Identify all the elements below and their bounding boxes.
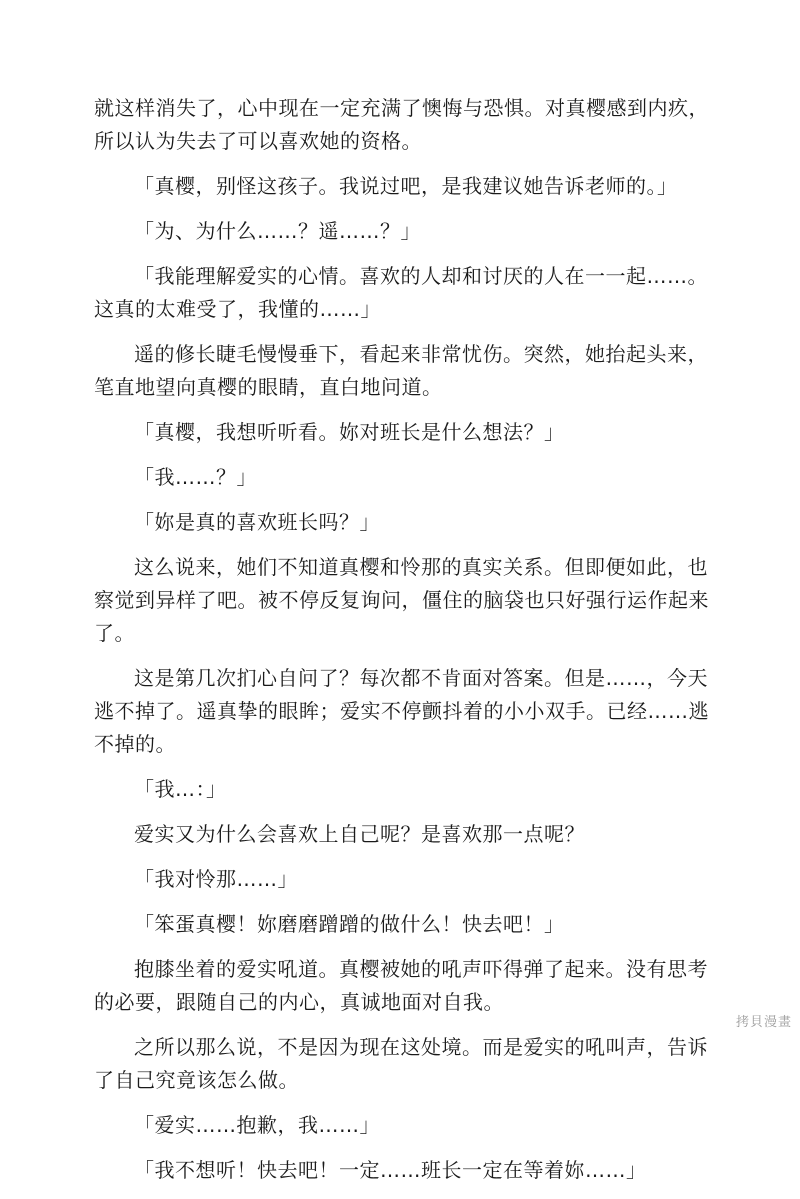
paragraph: 「真樱，别怪这孩子。我说过吧，是我建议她告诉老师的。」 xyxy=(134,174,678,198)
paragraph: 「真樱，我想听听看。妳对班长是什么想法？」 xyxy=(134,420,565,444)
paragraph: 爱实又为什么会喜欢上自己呢？是喜欢那一点呢？ xyxy=(134,822,585,846)
paragraph: 「我能理解爱实的心情。喜欢的人却和讨厌的人在一一起……。这真的太难受了，我懂的……」 xyxy=(94,264,708,321)
paragraph: 「为、为什么……？遥……？」 xyxy=(134,219,421,243)
paragraph: 抱膝坐着的爱实吼道。真樱被她的吼声吓得弹了起来。没有思考的必要，跟随自己的内心，真诚地面对自我。 xyxy=(94,957,708,1014)
paragraph: 「笨蛋真樱！妳磨磨蹭蹭的做什么！快去吧！」 xyxy=(134,912,565,936)
text-body xyxy=(94,92,724,1199)
watermark: 拷貝漫畫 xyxy=(735,1015,792,1030)
paragraph: 「我……？」 xyxy=(134,465,257,489)
paragraph: 这是第几次扪心自问了？每次都不肯面对答案。但是……，今天逃不掉了。遥真挚的眼眸；爱实不停颤抖着的小小双手。已经……逃不掉的。 xyxy=(94,666,709,756)
paragraph: 「我对怜那……」 xyxy=(134,867,298,891)
paragraph: 「我不想听！快去吧！一定……班长一定在等着妳……」 xyxy=(134,1158,647,1182)
paragraph: 「妳是真的喜欢班长吗？」 xyxy=(134,510,380,534)
paragraph: 「爱实……抱歉，我……」 xyxy=(134,1113,380,1137)
paragraph: 之所以那么说，不是因为现在这处境。而是爱实的吼叫声，告诉了自己究竟该怎么做。 xyxy=(94,1035,708,1092)
paragraph: 遥的修长睫毛慢慢垂下，看起来非常忧伤。突然，她抬起头来，笔直地望向真樱的眼睛，直白地问道。 xyxy=(94,342,708,399)
paragraph: 这么说来，她们不知道真樱和怜那的真实关系。但即便如此，也察觉到异样了吧。被不停反复询问，僵住的脑袋也只好强行运作起来了。 xyxy=(94,555,709,645)
paragraph: 就这样消失了，心中现在一定充满了懊悔与恐惧。对真樱感到内疚，所以认为失去了可以喜欢她的资格。 xyxy=(94,96,709,153)
paragraph: 「我…：」 xyxy=(134,777,227,801)
